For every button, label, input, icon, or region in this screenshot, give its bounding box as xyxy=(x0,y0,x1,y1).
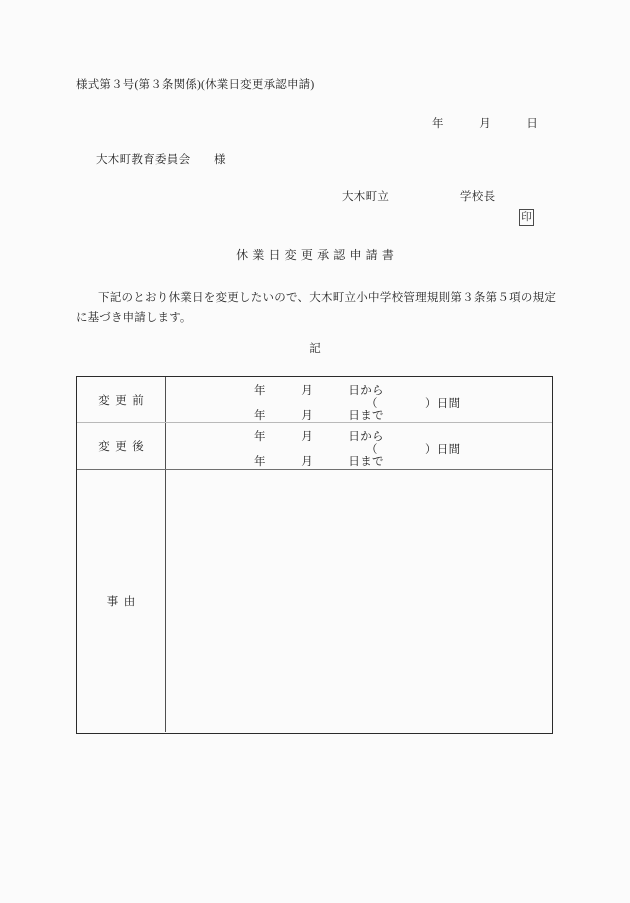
date-from-after: 年 月 日から xyxy=(254,431,384,443)
date-range-after xyxy=(166,423,552,469)
row-label-after xyxy=(77,423,166,469)
addressee-line: 大木町教育委員会 様 xyxy=(96,154,226,166)
date-line: 年 月 日 xyxy=(432,118,539,130)
table-row-before xyxy=(77,377,552,423)
row-label-reason-text: 事由 xyxy=(106,596,141,608)
application-table xyxy=(76,376,553,734)
ki-marker: 記 xyxy=(309,343,321,355)
date-count-after: （ ）日間 xyxy=(366,444,461,456)
table-row-reason xyxy=(77,470,552,732)
seal-stamp-box: 印 xyxy=(519,209,534,226)
form-number: 様式第３号(第３条関係)(休業日変更承認申請) xyxy=(76,79,315,91)
row-label-before-text: 変更前 xyxy=(98,394,150,407)
row-body-after xyxy=(166,423,552,469)
row-label-after-text: 変更後 xyxy=(98,441,150,453)
document-title: 休業日変更承認申請書 xyxy=(236,248,399,262)
row-body-before xyxy=(166,377,552,422)
date-range-before xyxy=(166,377,552,422)
date-to-after: 年 月 日まで xyxy=(254,456,384,468)
row-label-reason xyxy=(77,470,166,732)
signer-line: 大木町立 学校長 xyxy=(342,191,496,203)
date-to-before: 年 月 日まで xyxy=(254,410,384,422)
date-count-before: （ ）日間 xyxy=(366,398,461,410)
table-row-after xyxy=(77,423,552,470)
body-paragraph: 下記のとおり休業日を変更したいので、大木町立小中学校管理規則第３条第５項の規定に基づき申請します。 xyxy=(76,292,556,324)
date-from-before: 年 月 日から xyxy=(254,385,384,397)
reason-entry-area[interactable] xyxy=(166,470,552,732)
row-label-before xyxy=(77,377,166,422)
